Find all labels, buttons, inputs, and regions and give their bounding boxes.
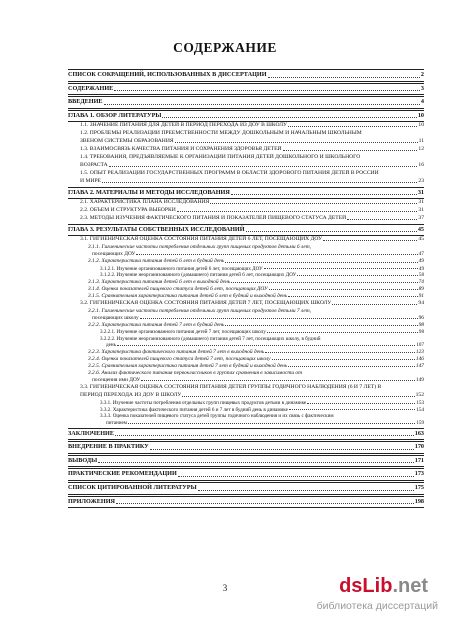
- watermark-logo-tld: .net: [392, 575, 428, 597]
- toc-page-number: 171: [414, 456, 424, 464]
- toc-entry-title: 3.1.2. Характеристика питания детей 6 лет в будний день: [88, 258, 225, 265]
- toc-page-number: 175: [414, 483, 424, 491]
- toc-dot-leader: [288, 126, 417, 127]
- toc-entry-title: 3.1.2.2. Изучение неорганизованного (домашнего) питания детей 6 лет, посещающих ДОУ: [100, 272, 297, 279]
- page-title: СОДЕРЖАНИЕ: [173, 40, 277, 55]
- toc-entry-title: 3.1.5. Сравнительная характеристика питания детей 6 лет в будний и выходной день: [88, 292, 288, 299]
- toc-entry-title: 3.3.1. Изучение частоты потребления отдельных групп пищевых продуктов детьми в динамике: [100, 400, 307, 407]
- toc-page-number: 152: [415, 392, 424, 399]
- toc-dot-leader: [210, 203, 417, 204]
- toc-dot-leader: [115, 435, 414, 436]
- toc-entry-title: ЗВЕНОМ СИСТЕМЫ ОБРАЗОВАНИЯ: [80, 138, 174, 145]
- toc-entry-title: 1.1. ЗНАЧЕНИЕ ПИТАНИЯ ДЛЯ ДЕТЕЙ В ПЕРИОД ПЕРЕХОДА ИЗ ДОУ В ШКОЛУ: [80, 122, 287, 129]
- toc-page-number: 98: [418, 322, 424, 329]
- toc-page-number: 94: [418, 299, 424, 306]
- toc-page-number: 11: [418, 138, 424, 145]
- toc-page-number: 31: [418, 199, 424, 206]
- toc-dot-leader: [323, 240, 417, 241]
- toc-page-number: 12: [418, 146, 424, 153]
- toc-page-number: 163: [414, 429, 424, 437]
- toc-entry-row: [68, 322, 424, 329]
- toc-entry-title: ВОЗРАСТА: [80, 161, 108, 168]
- toc-page-number: 159: [416, 419, 424, 426]
- toc-entry-row: [68, 286, 424, 293]
- toc-page-number: 58: [418, 272, 424, 279]
- toc-page-number: 49: [418, 265, 424, 272]
- toc-entry-row: [68, 400, 424, 407]
- toc-entry-row: [68, 342, 424, 349]
- toc-dot-leader: [265, 352, 415, 353]
- watermark-subtitle: библиотека диссертаций: [316, 600, 438, 612]
- watermark-logo-main: dsLib: [339, 575, 393, 597]
- toc-page-number: 107: [416, 342, 424, 349]
- toc-entry-title: ГЛАВА 2. МАТЕРИАЛЫ И МЕТОДЫ ИССЛЕДОВАНИЯ: [68, 188, 230, 196]
- toc-dot-leader: [225, 325, 417, 326]
- toc-entry-row: [68, 356, 424, 363]
- toc-dot-leader: [175, 142, 418, 143]
- toc-entry-row: [68, 251, 424, 258]
- toc-entry-row: [68, 162, 424, 170]
- toc-dot-leader: [141, 380, 415, 381]
- toc-entry-row: [68, 258, 424, 265]
- toc-dot-leader: [264, 268, 418, 269]
- toc-entry-row: [68, 122, 424, 130]
- toc-dot-leader: [162, 117, 416, 118]
- toc-chapter-row: [68, 96, 424, 109]
- toc-page-number: 98: [418, 329, 424, 336]
- toc-entry-title: 2.3. МЕТОДЫ ИЗУЧЕНИЯ ФАКТИЧЕСКОГО ПИТАНИЯ И ПОКАЗАТЕЛЕЙ ПИЩЕВОГО СТАТУСА ДЕТЕЙ: [80, 214, 347, 221]
- toc-entry-title: ПРАКТИЧЕСКИЕ РЕКОМЕНДАЦИИ: [68, 470, 177, 478]
- toc-page-number: 10: [418, 122, 424, 129]
- toc-dot-leader: [347, 219, 417, 220]
- toc-entry-row: [68, 377, 424, 384]
- toc-entry-row: [68, 146, 424, 154]
- toc-chapter-row: [68, 83, 424, 96]
- toc-page-number: 23: [418, 177, 424, 184]
- toc-page-number: 154: [416, 406, 424, 413]
- toc-entry-title: 3.3.2. Характеристика фактического питания детей 6 и 7 лет в будний день в динамике: [100, 406, 288, 413]
- toc-entry-row: [68, 384, 424, 392]
- toc-page-number: 31: [418, 206, 424, 213]
- toc-dot-leader: [288, 366, 415, 367]
- toc-page-number: 149: [415, 377, 424, 384]
- toc-entry-title: 3.2.2. Характеристика питания детей 7 лет в будний день: [88, 322, 225, 329]
- toc-entry-row: [68, 420, 424, 427]
- toc-dot-leader: [297, 275, 418, 276]
- toc-entry-row: [68, 170, 424, 178]
- toc-entry-title: СПИСОК ЦИТИРОВАННОЙ ЛИТЕРАТУРЫ: [68, 483, 197, 491]
- toc-dot-leader: [150, 449, 414, 450]
- toc-chapter-row: [68, 187, 424, 200]
- toc-entry-row: [68, 199, 424, 207]
- toc-dot-leader: [116, 503, 414, 504]
- watermark-logo: [339, 575, 428, 598]
- toc-page-number: 198: [414, 497, 424, 505]
- toc-entry-title: 3.2.2.2. Изучение неорганизованного (домашнего) питания детей 7 лет, посещающих школу, в будний: [100, 335, 321, 342]
- toc-page-number: 2: [420, 71, 424, 78]
- toc-page-number: 91: [418, 292, 424, 299]
- toc-entry-title: 1.2. ПРОБЛЕМЫ РЕАЛИЗАЦИИ ПРЕЕМСТВЕННОСТИ МЕЖДУ ДОШКОЛЬНЫМ И НАЧАЛЬНЫМ ШКОЛЬНЫМ: [80, 130, 362, 137]
- toc-page-number: 96: [418, 314, 424, 321]
- toc-entry-title: 3.1.1. Гигиенические частоты потребления отдельных групп пищевых продуктов детьми 6 лет,: [88, 244, 312, 251]
- toc-entry-title: посещения ими ДОУ: [92, 377, 141, 384]
- toc-chapter-row: [68, 482, 424, 495]
- toc-page-number: 74: [418, 278, 424, 285]
- toc-dot-leader: [140, 318, 418, 319]
- toc-dot-leader: [136, 254, 417, 255]
- toc-entry-title: 1.5. ОПЫТ РЕАЛИЗАЦИИ ГОСУДАРСТВЕННЫХ ПРОГРАММ В ОБЛАСТИ ЗДОРОВОГО ПИТАНИЯ ДЕТЕЙ В РОССИИ: [80, 169, 379, 176]
- toc-entry-title: день: [106, 342, 116, 349]
- toc-dot-leader: [128, 423, 415, 424]
- toc-dot-leader: [198, 490, 414, 491]
- toc-entry-title: ГЛАВА 1. ОБЗОР ЛИТЕРАТУРЫ: [68, 111, 162, 119]
- toc-dot-leader: [332, 304, 417, 305]
- toc-dot-leader: [225, 262, 417, 263]
- toc-page-number: 49: [418, 258, 424, 265]
- toc-entry-row: [68, 244, 424, 251]
- toc-entry-row: [68, 236, 424, 244]
- toc-page-number: 89: [418, 285, 424, 292]
- toc-entry-row: [68, 308, 424, 315]
- toc-page-number: 45: [418, 236, 424, 243]
- toc-entry-title: 3.2. ГИГИЕНИЧЕСКАЯ ОЦЕНКА СОСТОЯНИЯ ПИТАНИЯ ДЕТЕЙ 7 ЛЕТ, ПОСЕЩАЮЩИХ ШКОЛУ: [80, 299, 332, 306]
- toc-page-number: 37: [418, 214, 424, 221]
- table-of-contents: [68, 68, 424, 508]
- toc-entry-row: [68, 154, 424, 162]
- toc-chapter-row: [68, 468, 424, 481]
- toc-entry-row: [68, 392, 424, 400]
- toc-dot-leader: [231, 282, 417, 283]
- toc-dot-leader: [182, 396, 414, 397]
- toc-entry-title: 3.2.4. Оценка показателей пищевого статуса детей 7 лет, посещающих школу: [88, 356, 271, 363]
- page-number: 3: [222, 583, 228, 593]
- toc-page-number: 16: [418, 161, 424, 168]
- toc-page-number: 147: [415, 363, 424, 370]
- toc-dot-leader: [114, 90, 420, 91]
- toc-page-number: 47: [418, 251, 424, 258]
- toc-entry-row: [68, 266, 424, 273]
- toc-dot-leader: [117, 345, 415, 346]
- toc-entry-row: [68, 363, 424, 370]
- toc-entry-title: ЗАКЛЮЧЕНИЕ: [68, 429, 114, 437]
- toc-dot-leader: [177, 211, 418, 212]
- toc-dot-leader: [288, 296, 417, 297]
- toc-dot-leader: [98, 462, 414, 463]
- toc-page-number: 153: [416, 400, 424, 407]
- toc-dot-leader: [102, 182, 417, 183]
- toc-entry-title: 3.2.1. Гигиенические частоты потребления отдельных групп пищевых продуктов детьми 7 лет,: [88, 307, 312, 314]
- toc-entry-title: питанием: [106, 419, 127, 426]
- toc-page-number: 173: [414, 470, 424, 478]
- toc-chapter-row: [68, 441, 424, 454]
- toc-entry-row: [68, 207, 424, 215]
- toc-entry-row: [68, 272, 424, 279]
- toc-dot-leader: [104, 104, 420, 105]
- toc-entry-title: 3.1.2.1. Изучение организованного питания детей 6 лет, посещающих ДОУ: [100, 265, 263, 272]
- toc-entry-row: [68, 370, 424, 377]
- toc-entry-title: ВЫВОДЫ: [68, 456, 98, 464]
- toc-dot-leader: [307, 403, 415, 404]
- toc-entry-title: ВНЕДРЕНИЕ В ПРАКТИКУ: [68, 443, 149, 451]
- toc-dot-leader: [289, 409, 415, 410]
- toc-entry-title: 1.4. ТРЕБОВАНИЯ, ПРЕДЪЯВЛЯЕМЫЕ К ОРГАНИЗАЦИИ ПИТАНИЯ ДЕТЕЙ ДОШКОЛЬНОГО И ШКОЛЬНОГО: [80, 153, 361, 160]
- toc-entry-title: ГЛАВА 3. РЕЗУЛЬТАТЫ СОБСТВЕННЫХ ИССЛЕДОВАНИЙ: [68, 225, 245, 233]
- toc-entry-title: 3.2.6. Анализ фактического питания первоклассников в группах сравнения в зависимости от: [88, 370, 302, 377]
- toc-dot-leader: [246, 231, 417, 232]
- toc-dot-leader: [283, 150, 418, 151]
- toc-chapter-row: [68, 110, 424, 123]
- toc-chapter-row: [68, 455, 424, 468]
- toc-entry-title: ПРИЛОЖЕНИЯ: [68, 497, 116, 505]
- toc-entry-title: 3.2.5. Сравнительная характеристика питания детей 7 лет в будний и выходной день: [88, 363, 288, 370]
- toc-page-number: 10: [417, 111, 424, 119]
- toc-dot-leader: [178, 476, 414, 477]
- toc-entry-row: [68, 300, 424, 308]
- toc-entry-title: СОДЕРЖАНИЕ: [68, 84, 114, 92]
- toc-chapter-row: [68, 496, 424, 509]
- toc-dot-leader: [267, 332, 418, 333]
- toc-dot-leader: [231, 194, 417, 195]
- toc-dot-leader: [268, 77, 420, 78]
- toc-page-number: 3: [420, 84, 424, 92]
- toc-entry-row: [68, 138, 424, 146]
- toc-entry-row: [68, 215, 424, 223]
- toc-entry-title: 3.3. ГИГИЕНИЧЕСКАЯ ОЦЕНКА СОСТОЯНИЯ ПИТАНИЯ ДЕТЕЙ ГРУППЫ ГОДИЧНОГО НАБЛЮДЕНИЯ (6 И 7 ЛЕТ) В: [80, 384, 382, 391]
- toc-entry-row: [68, 130, 424, 138]
- toc-page-number: 146: [415, 356, 424, 363]
- toc-entry-row: [68, 315, 424, 322]
- toc-chapter-row: [68, 224, 424, 237]
- toc-entry-title: ВВЕДЕНИЕ: [68, 98, 103, 106]
- toc-entry-row: [68, 178, 424, 186]
- toc-entry-title: 1.3. ВЗАИМОСВЯЗЬ КАЧЕСТВА ПИТАНИЯ И СОХРАНЕНИЯ ЗДОРОВЬЯ ДЕТЕЙ: [80, 146, 282, 153]
- toc-entry-title: ПЕРИОД ПЕРЕХОДА ИЗ ДОУ В ШКОЛУ: [80, 392, 182, 399]
- toc-page-number: 31: [417, 188, 424, 196]
- toc-entry-row: [68, 413, 424, 420]
- toc-entry-title: 3.2.3. Характеристика фактического питания детей 7 лет в выходной день: [88, 348, 265, 355]
- toc-entry-title: 3.1.3. Характеристика питания детей 6 лет в выходной день: [88, 278, 231, 285]
- toc-entry-title: 3.3.3. Оценка показателей пищевого статуса детей группы годичного наблюдения и их связь с фактическим: [100, 413, 334, 420]
- toc-page-number: 45: [417, 225, 424, 233]
- toc-entry-title: 3.1.4. Оценка показателей пищевого статуса детей 6 лет, посещающих ДОУ: [88, 285, 268, 292]
- toc-entry-title: посещающих школу: [92, 314, 139, 321]
- toc-dot-leader: [109, 166, 418, 167]
- toc-entry-title: СПИСОК СОКРАЩЕНИЙ, ИСПОЛЬЗОВАННЫХ В ДИССЕРТАЦИИ: [68, 71, 267, 78]
- toc-page-number: 123: [415, 348, 424, 355]
- toc-entry-row: [68, 407, 424, 414]
- toc-entry-title: 2.2. ОБЪЕМ И СТРУКТУРА ВЫБОРКИ: [80, 206, 176, 213]
- toc-entry-title: 2.1. ХАРАКТЕРИСТИКА ПЛАНА ИССЛЕДОВАНИЯ: [80, 199, 210, 206]
- toc-entry-title: 3.1. ГИГИЕНИЧЕСКАЯ ОЦЕНКА СОСТОЯНИЯ ПИТАНИЯ ДЕТЕЙ 6 ЛЕТ, ПОСЕЩАЮЩИХ ДОУ: [80, 236, 323, 243]
- toc-page-number: 4: [420, 98, 424, 106]
- toc-entry-row: [68, 279, 424, 286]
- toc-dot-leader: [272, 359, 415, 360]
- toc-entry-row: [68, 349, 424, 356]
- toc-entry-row: [68, 293, 424, 300]
- toc-entry-title: 3.2.2.1. Изучение организованного питания детей 7 лет, посещающих школу: [100, 329, 266, 336]
- toc-entry-row: [68, 329, 424, 336]
- toc-entry-row: [68, 336, 424, 343]
- toc-chapter-row: [68, 69, 424, 82]
- toc-page-number: 170: [414, 443, 424, 451]
- toc-chapter-row: [68, 428, 424, 441]
- toc-entry-title: И МИРЕ: [80, 177, 101, 184]
- toc-entry-title: посещающих ДОУ: [92, 251, 136, 258]
- toc-dot-leader: [269, 289, 418, 290]
